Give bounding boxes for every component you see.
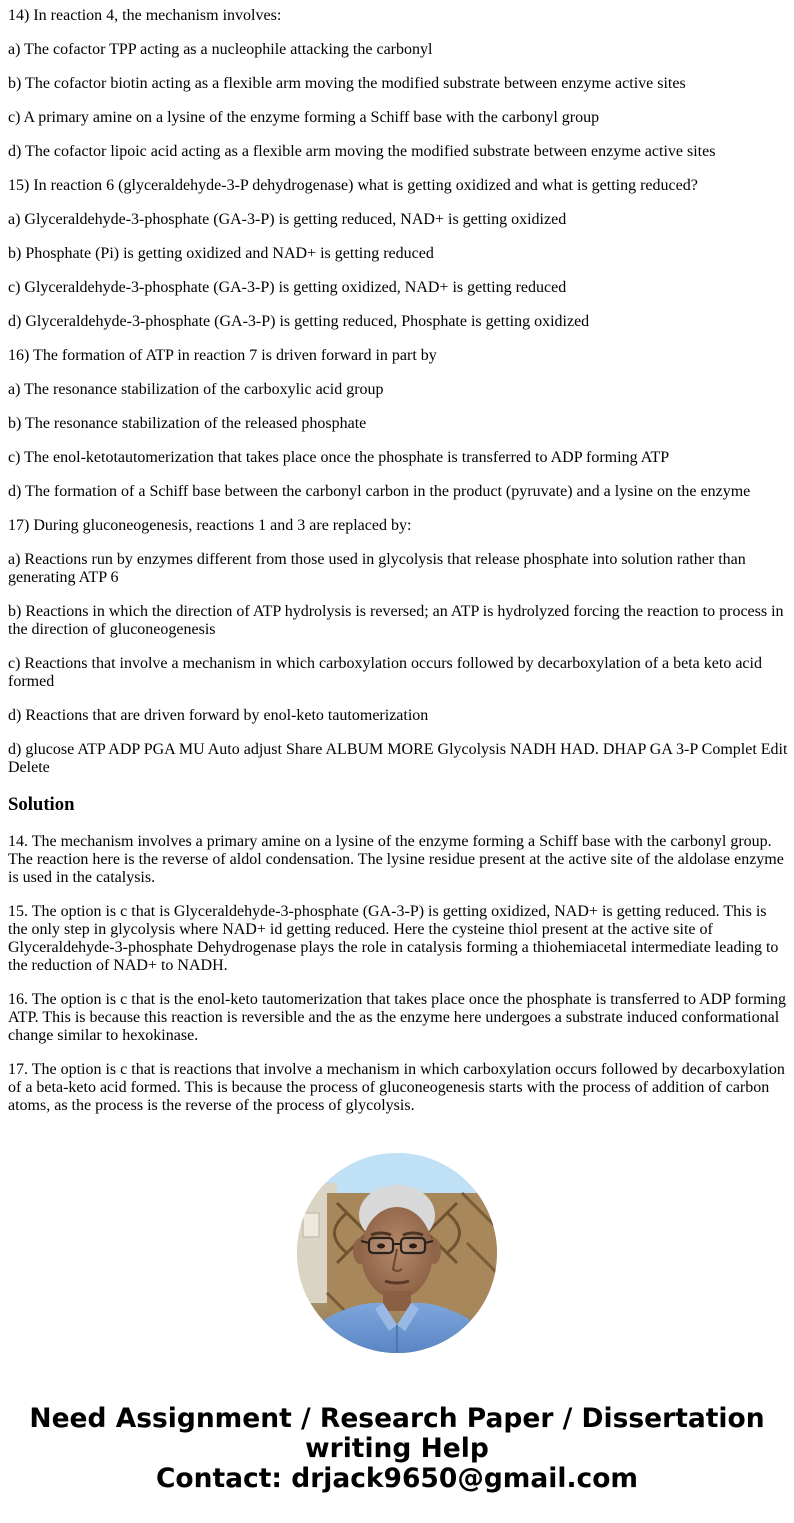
document-body [8, 0, 788, 1115]
solution-paragraph-14: 14. The mechanism involves a primary amine on a lysine of the enzyme forming a Schiff base with the carbonyl group. The reaction here is the reverse of aldol condensation. The lysine residue present at the active site of the aldolase enzyme is used in the catalysis. [8, 833, 784, 886]
promo-line-1: Need Assignment / Research Paper / Dissertation [29, 1403, 765, 1434]
solution-paragraph-16: 16. The option is c that is the enol-keto tautomerization that takes place once the phosphate is transferred to ADP forming ATP. This is because this reaction is reversible and the as the enzyme here undergoes a substrate induced conformational change similar to hexokinase. [8, 991, 787, 1044]
option-17c: c) Reactions that involve a mechanism in which carboxylation occurs followed by decarboxylation of a beta keto acid formed [8, 655, 762, 690]
option-14d: d) The cofactor lipoic acid acting as a flexible arm moving the modified substrate between enzyme active sites [8, 143, 716, 160]
solution-paragraph-17: 17. The option is c that is reactions that involve a mechanism in which carboxylation occurs followed by decarboxylation of a beta-keto acid formed. This is because the process of gluconeogenesis starts with the process of addition of carbon atoms, as the process is the reverse of the process of glycolysis. [8, 1061, 785, 1114]
promo-banner [0, 1404, 794, 1494]
option-14a: a) The cofactor TPP acting as a nucleophile attacking the carbonyl [8, 41, 433, 58]
option-17-extra: d) glucose ATP ADP PGA MU Auto adjust Share ALBUM MORE Glycolysis NADH HAD. DHAP GA 3-P Complet Edit Delete [8, 741, 788, 776]
option-15a: a) Glyceraldehyde-3-phosphate (GA-3-P) is getting reduced, NAD+ is getting oxidized [8, 211, 567, 228]
option-17b: b) Reactions in which the direction of ATP hydrolysis is reversed; an ATP is hydrolyzed forcing the reaction to process in the direction of gluconeogenesis [8, 603, 784, 638]
option-16b: b) The resonance stabilization of the released phosphate [8, 415, 367, 432]
question-16: 16) The formation of ATP in reaction 7 is driven forward in part by [8, 347, 437, 364]
promo-contact: Contact: drjack9650@gmail.com [155, 1463, 639, 1494]
option-15d: d) Glyceraldehyde-3-phosphate (GA-3-P) is getting reduced, Phosphate is getting oxidized [8, 313, 590, 330]
solution-heading: Solution [8, 794, 75, 815]
option-14b: b) The cofactor biotin acting as a flexible arm moving the modified substrate between enzyme active sites [8, 75, 686, 92]
solution-paragraph-15: 15. The option is c that is Glyceraldehyde-3-phosphate (GA-3-P) is getting oxidized, NAD+ is getting reduced. This is the only step in glycolysis where NAD+ id getting reduced. Here the cysteine thiol present at the active site of Glyceraldehyde-3-phosphate Dehydrogenase plays the role in catalysis forming a thiohemiacetal intermediate leading to the reduction of NAD+ to NADH. [8, 903, 779, 974]
option-15c: c) Glyceraldehyde-3-phosphate (GA-3-P) is getting oxidized, NAD+ is getting reduced [8, 279, 567, 296]
option-16a: a) The resonance stabilization of the carboxylic acid group [8, 381, 384, 398]
option-16d: d) The formation of a Schiff base between the carbonyl carbon in the product (pyruvate) and a lysine on the enzyme [8, 483, 751, 500]
question-14: 14) In reaction 4, the mechanism involves: [8, 7, 282, 24]
option-16c: c) The enol-ketotautomerization that takes place once the phosphate is transferred to ADP forming ATP [8, 449, 670, 466]
question-15: 15) In reaction 6 (glyceraldehyde-3-P dehydrogenase) what is getting oxidized and what is getting reduced? [8, 177, 698, 194]
avatar-portrait [297, 1153, 497, 1353]
option-17a: a) Reactions run by enzymes different from those used in glycolysis that release phosphate into solution rather than generating ATP 6 [8, 551, 746, 586]
option-15b: b) Phosphate (Pi) is getting oxidized and NAD+ is getting reduced [8, 245, 434, 262]
question-17: 17) During gluconeogenesis, reactions 1 and 3 are replaced by: [8, 517, 412, 534]
option-14c: c) A primary amine on a lysine of the enzyme forming a Schiff base with the carbonyl group [8, 109, 600, 126]
option-17d: d) Reactions that are driven forward by enol-keto tautomerization [8, 707, 429, 724]
author-avatar [297, 1153, 497, 1353]
promo-line-2: writing Help [305, 1433, 489, 1464]
